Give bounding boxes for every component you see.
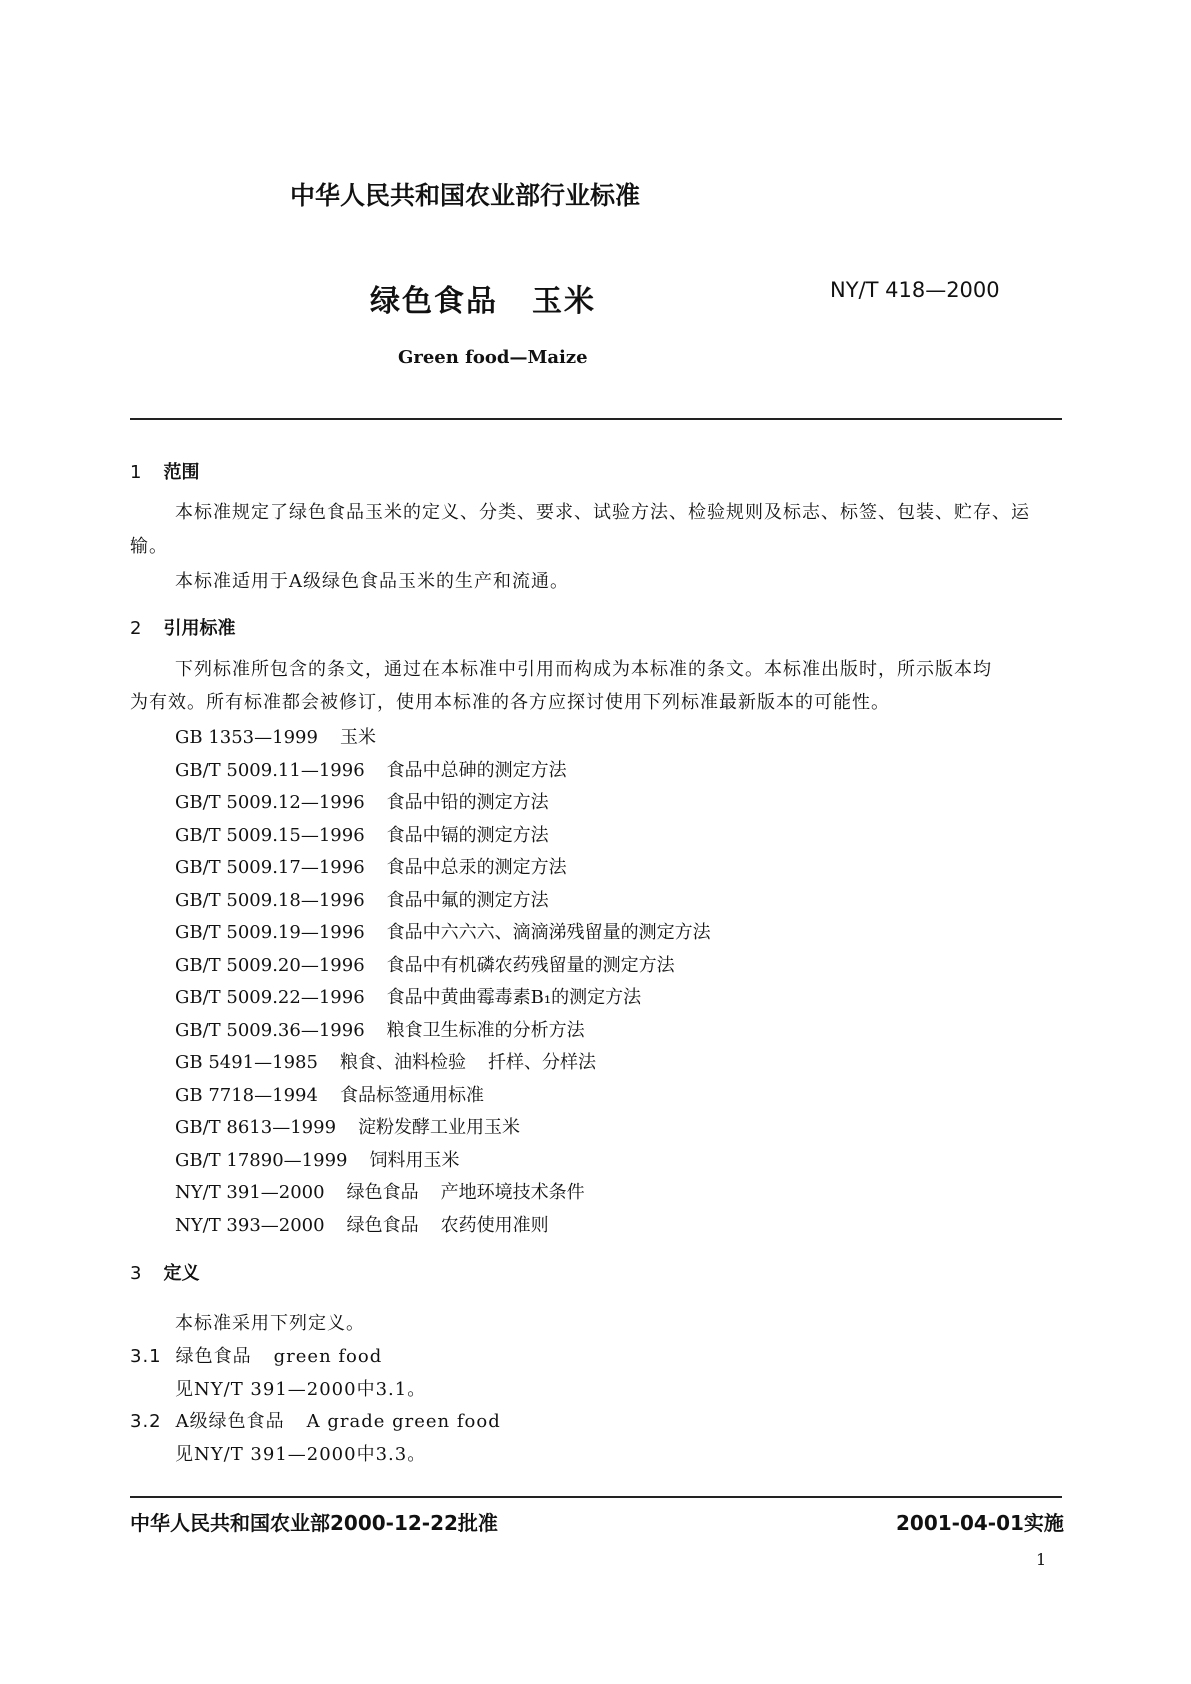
reference-item: GB/T 5009.12—1996 食品中铅的测定方法	[175, 792, 549, 813]
reference-item: GB/T 5009.11—1996 食品中总砷的测定方法	[175, 760, 567, 781]
references-intro-line2: 为有效。所有标准都会被修订，使用本标准的各方应探讨使用下列标准最新版本的可能性。	[130, 692, 890, 713]
implementation-date: 2001-04-01实施	[896, 1511, 1064, 1535]
reference-item: GB/T 8613—1999 淀粉发酵工业用玉米	[175, 1117, 521, 1138]
reference-item: GB 7718—1994 食品标签通用标准	[175, 1085, 484, 1106]
reference-item: GB/T 5009.15—1996 食品中镉的测定方法	[175, 825, 549, 846]
english-title: Green food—Maize	[398, 347, 588, 368]
reference-item: NY/T 391—2000 绿色食品 产地环境技术条件	[175, 1182, 585, 1203]
term-chinese: 绿色食品	[175, 1346, 252, 1367]
section-number: 2	[130, 618, 142, 639]
reference-item: GB/T 5009.17—1996 食品中总汞的测定方法	[175, 857, 567, 878]
definition-3-2	[130, 1407, 501, 1433]
reference-item: GB/T 17890—1999 饲料用玉米	[175, 1150, 460, 1171]
standard-code: NY/T 418—2000	[830, 278, 1000, 302]
reference-item: GB 1353—1999 玉米	[175, 727, 376, 748]
section-title: 范围	[163, 462, 200, 483]
references-intro-line1: 下列标准所包含的条文，通过在本标准中引用而构成为本标准的条文。本标准出版时，所示版本均	[175, 659, 992, 680]
header-divider	[130, 418, 1062, 420]
title-part-maize: 玉米	[532, 284, 596, 319]
footer-divider	[130, 1496, 1062, 1498]
term-english: A grade green food	[306, 1411, 501, 1432]
reference-item: GB 5491—1985 粮食、油料检验 扦样、分样法	[175, 1052, 596, 1073]
issuing-authority: 中华人民共和国农业部行业标准	[290, 181, 641, 210]
clause-number: 3.2	[130, 1411, 162, 1432]
section-3-heading	[130, 1259, 199, 1285]
reference-item: GB/T 5009.22—1996 食品中黄曲霉毒素B₁的测定方法	[175, 987, 642, 1008]
scope-applicability: 本标准适用于A级绿色食品玉米的生产和流通。	[175, 571, 569, 592]
page-number: 1	[1036, 1550, 1047, 1569]
scope-paragraph-line1: 本标准规定了绿色食品玉米的定义、分类、要求、试验方法、检验规则及标志、标签、包装、贮存、运	[175, 502, 1030, 523]
section-1-heading	[130, 458, 199, 484]
definition-3-2-reference: 见NY/T 391—2000中3.3。	[175, 1444, 427, 1465]
definitions-intro: 本标准采用下列定义。	[175, 1313, 365, 1334]
section-2-heading	[130, 614, 235, 640]
reference-item: GB/T 5009.19—1996 食品中六六六、滴滴涕残留量的测定方法	[175, 922, 711, 943]
section-title: 引用标准	[163, 618, 236, 639]
document-title	[370, 276, 596, 320]
reference-item: NY/T 393—2000 绿色食品 农药使用准则	[175, 1215, 549, 1236]
scope-paragraph-line2: 输。	[130, 536, 168, 557]
approval-line: 中华人民共和国农业部2000-12-22批准	[130, 1511, 498, 1535]
reference-item: GB/T 5009.18—1996 食品中氟的测定方法	[175, 890, 549, 911]
definition-3-1-reference: 见NY/T 391—2000中3.1。	[175, 1379, 427, 1400]
section-number: 1	[130, 462, 142, 483]
term-english: green food	[273, 1346, 383, 1367]
title-part-green-food: 绿色食品	[370, 284, 498, 319]
section-number: 3	[130, 1263, 142, 1284]
clause-number: 3.1	[130, 1346, 162, 1367]
reference-item: GB/T 5009.36—1996 粮食卫生标准的分析方法	[175, 1020, 585, 1041]
term-chinese: A级绿色食品	[175, 1411, 285, 1432]
definition-3-1	[130, 1342, 382, 1368]
section-title: 定义	[163, 1263, 200, 1284]
reference-item: GB/T 5009.20—1996 食品中有机磷农药残留量的测定方法	[175, 955, 675, 976]
